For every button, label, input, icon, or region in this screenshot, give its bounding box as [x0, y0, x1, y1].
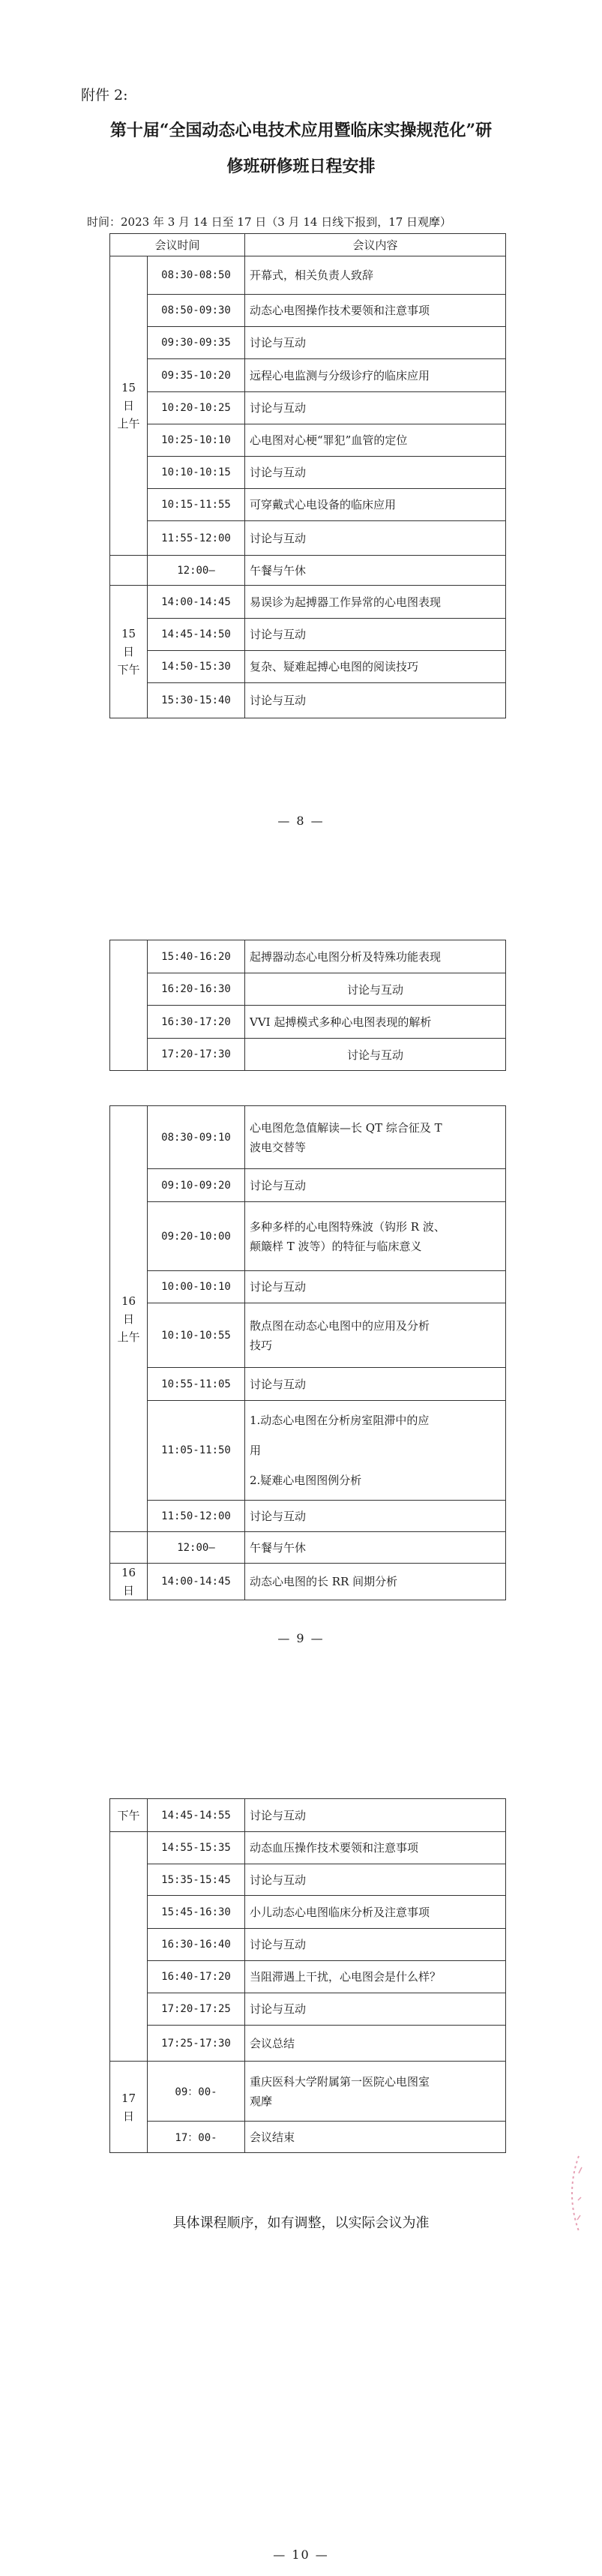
time-cell: 15:40-16:20	[148, 940, 245, 973]
content-cell: 讨论与互动	[245, 1501, 506, 1532]
content-cell: 讨论与互动	[245, 1169, 506, 1202]
content-line: 颠簸样 T 波等）的特征与临床意义	[250, 1239, 422, 1253]
table-row	[110, 256, 506, 295]
table-row	[110, 1896, 506, 1929]
content-cell	[245, 1303, 506, 1368]
afternoon-cell: 下午	[110, 1799, 148, 1832]
page-number-8: — 8 —	[277, 814, 325, 828]
time-cell: 15:30-15:40	[148, 683, 245, 718]
content-cell: 动态心电图操作技术要领和注意事项	[245, 295, 506, 327]
time-cell: 14:00-14:45	[148, 1564, 245, 1600]
empty-day-cell	[110, 940, 148, 1071]
table-header-row	[110, 234, 506, 256]
time-cell: 10:15-11:55	[148, 489, 245, 521]
schedule-table-day15	[109, 233, 506, 718]
empty-day-cell	[110, 1532, 148, 1564]
content-cell: 讨论与互动	[245, 457, 506, 489]
content-line: 散点图在动态心电图中的应用及分析	[250, 1318, 430, 1333]
time-cell: 14:55-15:35	[148, 1832, 245, 1864]
empty-day-cell	[110, 556, 148, 586]
time-cell: 16:30-17:20	[148, 1006, 245, 1039]
header-content: 会议内容	[245, 234, 506, 256]
day-cell-16-pm: 16 日	[110, 1564, 148, 1600]
table-row	[110, 1401, 506, 1501]
content-line: 2.疑难心电图图例分析	[250, 1474, 362, 1487]
content-cell: 午餐与午休	[245, 556, 506, 586]
time-cell: 10:55-11:05	[148, 1368, 245, 1401]
time-cell: 16:40-17:20	[148, 1961, 245, 1993]
content-cell: 讨论与互动	[245, 1864, 506, 1896]
time-cell: 14:45-14:50	[148, 619, 245, 651]
time-cell: 14:50-15:30	[148, 651, 245, 683]
time-cell: 09:20-10:00	[148, 1202, 245, 1271]
content-cell: 讨论与互动	[245, 1368, 506, 1401]
time-cell: 11:05-11:50	[148, 1401, 245, 1501]
table-row	[110, 1368, 506, 1401]
time-info: 时间：2023 年 3 月 14 日至 17 日（3 月 14 日线下报到，17 日观摩）	[87, 215, 452, 229]
table-row	[110, 1169, 506, 1202]
content-cell	[245, 1401, 506, 1501]
time-cell: 10:00-10:10	[148, 1271, 245, 1303]
empty-day-cell	[110, 1832, 148, 2062]
table-row	[110, 1564, 506, 1600]
schedule-table-day16-17	[109, 1798, 506, 2153]
table-row	[110, 651, 506, 683]
table-row	[110, 1993, 506, 2026]
content-cell: 动态心电图的长 RR 间期分析	[245, 1564, 506, 1600]
time-cell: 16:20-16:30	[148, 973, 245, 1006]
content-cell: 讨论与互动	[245, 1039, 506, 1071]
table-row	[110, 2026, 506, 2062]
content-cell: 午餐与午休	[245, 1532, 506, 1564]
time-cell: 17:20-17:30	[148, 1039, 245, 1071]
content-line: 技巧	[250, 1338, 273, 1352]
doc-title-line2: 修班研修班日程安排	[226, 157, 376, 176]
table-row	[110, 327, 506, 359]
footnote: 具体课程顺序，如有调整，以实际会议为准	[172, 2215, 430, 2231]
content-cell	[245, 2062, 506, 2122]
content-line: 多种多样的心电图特殊波（钩形 R 波、	[250, 1219, 445, 1234]
day-cell-16-am	[110, 1106, 148, 1532]
content-cell: 动态血压操作技术要领和注意事项	[245, 1832, 506, 1864]
table-row	[110, 683, 506, 718]
time-cell: 09:10-09:20	[148, 1169, 245, 1202]
day-cell-17: 17 日	[110, 2062, 148, 2153]
time-cell: 09：00-	[148, 2062, 245, 2122]
content-cell: 讨论与互动	[245, 392, 506, 424]
content-cell	[245, 1202, 506, 1271]
content-cell: 可穿戴式心电设备的临床应用	[245, 489, 506, 521]
table-row	[110, 295, 506, 327]
table-row	[110, 2122, 506, 2153]
time-cell: 17：00-	[148, 2122, 245, 2153]
time-cell: 09:30-09:35	[148, 327, 245, 359]
day-cell-15-am	[110, 256, 148, 556]
schedule-table-day16	[109, 1105, 506, 1600]
time-cell: 08:50-09:30	[148, 295, 245, 327]
content-cell: 讨论与互动	[245, 521, 506, 556]
content-line: 心电图危急值解读—长 QT 综合征及 T	[250, 1120, 442, 1135]
table-row	[110, 619, 506, 651]
table-row	[110, 1006, 506, 1039]
table-row	[110, 521, 506, 556]
content-cell: 会议结束	[245, 2122, 506, 2153]
table-row	[110, 1106, 506, 1169]
header-time: 会议时间	[110, 234, 245, 256]
time-cell: 14:00-14:45	[148, 586, 245, 619]
content-line: 用	[250, 1444, 262, 1457]
content-line: 1.动态心电图在分析房室阻滞中的应	[250, 1414, 430, 1427]
content-line: 重庆医科大学附属第一医院心电图室	[250, 2074, 430, 2089]
content-cell: 远程心电监测与分级诊疗的临床应用	[245, 359, 506, 392]
day-cell-15-pm	[110, 586, 148, 718]
time-cell: 15:45-16:30	[148, 1896, 245, 1929]
time-cell: 17:25-17:30	[148, 2026, 245, 2062]
table-row	[110, 1532, 506, 1564]
content-cell: VVI 起搏模式多种心电图表现的解析	[245, 1006, 506, 1039]
time-cell: 17:20-17:25	[148, 1993, 245, 2026]
table-row	[110, 556, 506, 586]
attachment-label: 附件 2:	[81, 87, 128, 103]
page-number-10: — 10 —	[273, 2548, 329, 2562]
table-row	[110, 1039, 506, 1071]
day-label: 15 日	[121, 627, 136, 658]
table-row	[110, 1501, 506, 1532]
content-cell: 当阻滞遇上干扰，心电图会是什么样？	[245, 1961, 506, 1993]
time-cell: 16:30-16:40	[148, 1929, 245, 1961]
table-row	[110, 1303, 506, 1368]
red-stamp-fragment-icon	[556, 2152, 586, 2235]
content-cell: 心电图对心梗“罪犯”血管的定位	[245, 424, 506, 457]
time-cell: 14:45-14:55	[148, 1799, 245, 1832]
content-cell: 复杂、疑难起搏心电图的阅读技巧	[245, 651, 506, 683]
schedule-table-day15-cont	[109, 940, 506, 1071]
time-cell: 15:35-15:45	[148, 1864, 245, 1896]
table-row	[110, 457, 506, 489]
content-line: 观摩	[250, 2094, 273, 2108]
table-row	[110, 940, 506, 973]
content-cell	[245, 1106, 506, 1169]
table-row	[110, 2062, 506, 2122]
table-row	[110, 1961, 506, 1993]
time-cell: 10:25-10:10	[148, 424, 245, 457]
content-cell: 讨论与互动	[245, 1993, 506, 2026]
content-cell: 起搏器动态心电图分析及特殊功能表现	[245, 940, 506, 973]
content-cell: 会议总结	[245, 2026, 506, 2062]
table-row	[110, 392, 506, 424]
time-cell: 08:30-08:50	[148, 256, 245, 295]
content-cell: 讨论与互动	[245, 683, 506, 718]
period-label: 上午	[117, 1330, 140, 1344]
content-cell: 讨论与互动	[245, 1929, 506, 1961]
doc-title-line1: 第十届“全国动态心电技术应用暨临床实操规范化”研	[109, 121, 493, 140]
content-cell: 易误诊为起搏器工作异常的心电图表现	[245, 586, 506, 619]
content-cell: 小儿动态心电图临床分析及注意事项	[245, 1896, 506, 1929]
table-row	[110, 1799, 506, 1832]
table-row	[110, 586, 506, 619]
table-row	[110, 424, 506, 457]
time-cell: 11:50-12:00	[148, 1501, 245, 1532]
time-cell: 09:35-10:20	[148, 359, 245, 392]
table-row	[110, 489, 506, 521]
day-label: 15 日	[121, 381, 136, 412]
period-label: 下午	[117, 663, 140, 676]
time-cell: 08:30-09:10	[148, 1106, 245, 1169]
content-cell: 讨论与互动	[245, 1271, 506, 1303]
table-row	[110, 1864, 506, 1896]
time-cell: 10:20-10:25	[148, 392, 245, 424]
table-row	[110, 973, 506, 1006]
content-cell: 讨论与互动	[245, 1799, 506, 1832]
time-cell: 12:00—	[148, 556, 245, 586]
table-row	[110, 359, 506, 392]
table-row	[110, 1271, 506, 1303]
table-row	[110, 1929, 506, 1961]
time-cell: 12:00—	[148, 1532, 245, 1564]
time-cell: 11:55-12:00	[148, 521, 245, 556]
table-row	[110, 1832, 506, 1864]
content-cell: 开幕式，相关负责人致辞	[245, 256, 506, 295]
day-label: 16 日	[121, 1294, 136, 1326]
content-cell: 讨论与互动	[245, 327, 506, 359]
time-cell: 10:10-10:15	[148, 457, 245, 489]
period-label: 上午	[117, 417, 140, 430]
page-number-9: — 9 —	[277, 1631, 325, 1645]
content-cell: 讨论与互动	[245, 973, 506, 1006]
table-row	[110, 1202, 506, 1271]
time-cell: 10:10-10:55	[148, 1303, 245, 1368]
content-line: 波电交替等	[250, 1140, 307, 1154]
content-cell: 讨论与互动	[245, 619, 506, 651]
